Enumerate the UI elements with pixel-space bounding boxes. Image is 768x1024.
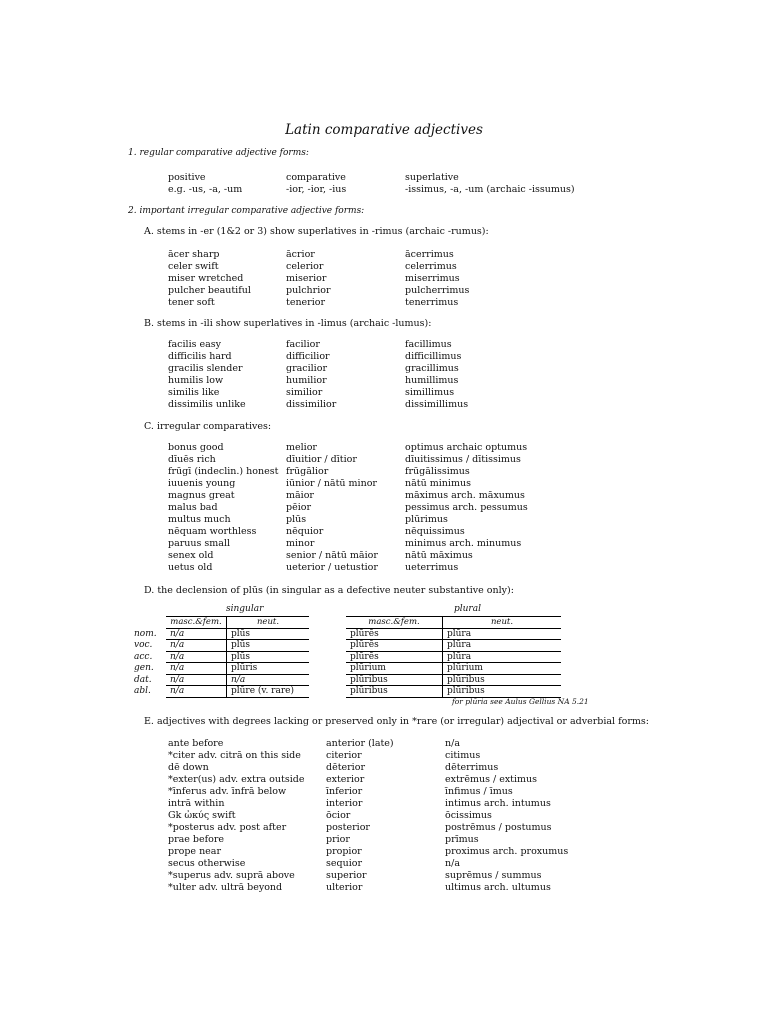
form-superlative: intimus arch. intumus — [445, 798, 551, 809]
form-positive: iuuenis young — [168, 478, 236, 489]
form-positive: ācer sharp — [168, 249, 220, 260]
form-comparative: gracilior — [286, 363, 327, 374]
form-comparative: dēterior — [326, 762, 365, 773]
form-positive: paruus small — [168, 538, 231, 549]
form-superlative: suprēmus / summus — [445, 870, 542, 881]
form-positive: Gk ὠκύς swift — [168, 810, 236, 821]
cell-masc-fem: plūrium — [346, 663, 443, 675]
form-superlative: dēterrimus — [445, 762, 499, 773]
form-comparative: nēquior — [286, 526, 324, 537]
form-positive: magnus great — [168, 490, 235, 501]
cell-masc-fem: n/a — [166, 628, 227, 640]
form-superlative: citimus — [445, 750, 481, 761]
form-comparative: pulchrior — [286, 285, 331, 296]
form-positive: dīuēs rich — [168, 454, 216, 465]
form-positive: ante before — [168, 738, 224, 749]
form-positive: *citer adv. citrā on this side — [168, 750, 301, 761]
form-superlative: īnfimus / īmus — [445, 786, 513, 797]
table-row — [346, 663, 561, 675]
cell-masc-fem: n/a — [166, 640, 227, 652]
form-comparative: interior — [326, 798, 363, 809]
form-comparative: citerior — [326, 750, 362, 761]
cell-masc-fem: plūrēs — [346, 640, 443, 652]
singular-caption: singular — [226, 604, 264, 614]
table-header-row — [346, 617, 561, 629]
form-comparative: pēior — [286, 502, 312, 513]
form-superlative: extrēmus / extimus — [445, 774, 538, 785]
subsection-c-heading: C. irregular comparatives: — [144, 421, 272, 432]
form-superlative: gracillimus — [405, 363, 459, 374]
form-comparative: īnferior — [326, 786, 363, 797]
form-positive: bonus good — [168, 442, 224, 453]
table-row — [134, 651, 309, 663]
empty-header-cell — [134, 617, 166, 629]
table-row — [134, 640, 309, 652]
form-comparative: tenerior — [286, 297, 326, 308]
cell-masc-fem: n/a — [166, 663, 227, 675]
form-superlative: nēquissimus — [405, 526, 465, 537]
cell-masc-fem: n/a — [166, 651, 227, 663]
cell-neuter: plūs — [227, 640, 310, 652]
table-row — [134, 686, 309, 698]
form-positive: intrā within — [168, 798, 225, 809]
case-label: dat. — [134, 674, 152, 685]
form-comparative: propior — [326, 846, 362, 857]
cell-neuter: plūra — [443, 651, 562, 663]
form-comparative: melior — [286, 442, 317, 453]
form-comparative: celerior — [286, 261, 324, 272]
cell-masc-fem: plūribus — [346, 674, 443, 686]
table-row — [134, 674, 309, 686]
form-positive: *superus adv. suprā above — [168, 870, 295, 881]
form-positive: e.g. -us, -a, -um — [168, 184, 243, 195]
form-superlative: n/a — [445, 858, 460, 869]
form-superlative: ultimus arch. ultumus — [445, 882, 551, 893]
cell-neuter: plūris — [227, 663, 310, 675]
form-positive: *exter(us) adv. extra outside — [168, 774, 305, 785]
form-superlative: nātū māximus — [405, 550, 473, 561]
table-row — [346, 651, 561, 663]
form-superlative: prīmus — [445, 834, 479, 845]
form-superlative: ācerrimus — [405, 249, 454, 260]
cell-neuter: n/a — [227, 674, 310, 686]
form-superlative: humillimus — [405, 375, 459, 386]
form-superlative: simillimus — [405, 387, 455, 398]
form-superlative: optimus archaic optumus — [405, 442, 528, 453]
case-label: nom. — [134, 628, 157, 639]
form-comparative: difficilior — [286, 351, 330, 362]
section-2-heading: 2. important irregular comparative adjective forms: — [128, 206, 365, 216]
form-comparative: māior — [286, 490, 314, 501]
form-positive: frūgī (indeclin.) honest — [168, 466, 279, 477]
cell-neuter: plūribus — [443, 686, 562, 698]
form-positive: senex old — [168, 550, 214, 561]
form-superlative: miserrimus — [405, 273, 460, 284]
table-row — [346, 686, 561, 698]
form-comparative: iūnior / nātū minor — [286, 478, 377, 489]
singular-declension-table — [134, 616, 309, 698]
form-comparative: ueterior / uetustior — [286, 562, 378, 573]
cell-neuter: plūs — [227, 628, 310, 640]
form-positive: miser wretched — [168, 273, 244, 284]
form-superlative: plūrimus — [405, 514, 448, 525]
section-1-heading: 1. regular comparative adjective forms: — [128, 148, 309, 158]
cell-masc-fem: n/a — [166, 686, 227, 698]
form-positive: celer swift — [168, 261, 219, 272]
form-superlative: celerrimus — [405, 261, 457, 272]
form-comparative: senior / nātū māior — [286, 550, 378, 561]
form-positive: *posterus adv. post after — [168, 822, 287, 833]
form-positive: nēquam worthless — [168, 526, 257, 537]
form-superlative: minimus arch. minumus — [405, 538, 522, 549]
cell-neuter: plūs — [227, 651, 310, 663]
form-comparative: posterior — [326, 822, 370, 833]
form-superlative: frūgālissimus — [405, 466, 470, 477]
form-superlative: pulcherrimus — [405, 285, 470, 296]
cell-masc-fem: n/a — [166, 674, 227, 686]
form-comparative: exterior — [326, 774, 365, 785]
cell-neuter: plūribus — [443, 674, 562, 686]
form-comparative: anterior (late) — [326, 738, 394, 749]
form-positive: multus much — [168, 514, 231, 525]
subsection-d-heading: D. the declension of plūs (in singular as a defective neuter substantive only): — [144, 585, 514, 596]
form-comparative: facilior — [286, 339, 320, 350]
table-row — [346, 628, 561, 640]
form-positive: similis like — [168, 387, 220, 398]
form-comparative: ulterior — [326, 882, 363, 893]
form-positive: *īnferus adv. īnfrā below — [168, 786, 287, 797]
form-superlative: māximus arch. māxumus — [405, 490, 525, 501]
cell-masc-fem: plūribus — [346, 686, 443, 698]
form-superlative: facillimus — [405, 339, 452, 350]
form-comparative: miserior — [286, 273, 327, 284]
form-positive: facilis easy — [168, 339, 222, 350]
form-positive: prope near — [168, 846, 222, 857]
form-comparative: ācrior — [286, 249, 315, 260]
form-comparative: superior — [326, 870, 367, 881]
page-title: Latin comparative adjectives — [285, 122, 483, 138]
table-header-row — [134, 617, 309, 629]
form-comparative: comparative — [286, 172, 346, 183]
cell-masc-fem: plūrēs — [346, 628, 443, 640]
header-masc-fem: masc.&fem. — [166, 617, 227, 629]
form-comparative: dīuitior / dītior — [286, 454, 357, 465]
form-positive: dē down — [168, 762, 209, 773]
form-superlative: nātū minimus — [405, 478, 471, 489]
form-superlative: tenerrimus — [405, 297, 459, 308]
form-positive: difficilis hard — [168, 351, 232, 362]
form-superlative: n/a — [445, 738, 460, 749]
form-comparative: humilior — [286, 375, 327, 386]
case-label: acc. — [134, 651, 153, 662]
form-positive: prae before — [168, 834, 225, 845]
form-comparative: dissimilior — [286, 399, 337, 410]
form-positive: gracilis slender — [168, 363, 243, 374]
cell-neuter: plūra — [443, 640, 562, 652]
form-superlative: superlative — [405, 172, 459, 183]
plural-declension-table — [346, 616, 561, 698]
form-positive: *ulter adv. ultrā beyond — [168, 882, 283, 893]
form-comparative: sequior — [326, 858, 362, 869]
table-row — [134, 628, 309, 640]
form-positive: dissimilis unlike — [168, 399, 246, 410]
form-positive: malus bad — [168, 502, 218, 513]
case-label: abl. — [134, 686, 151, 696]
subsection-a-heading: A. stems in -er (1&2 or 3) show superlatives in -rimus (archaic -rumus): — [144, 226, 489, 237]
form-positive: secus otherwise — [168, 858, 246, 869]
cell-neuter: plūra — [443, 628, 562, 640]
form-superlative: proximus arch. proxumus — [445, 846, 569, 857]
form-comparative: frūgālior — [286, 466, 329, 477]
plural-caption: plural — [454, 604, 481, 614]
subsection-e-heading: E. adjectives with degrees lacking or preserved only in *rare (or irregular) adjectival or adverbial forms: — [144, 716, 649, 727]
form-positive: humilis low — [168, 375, 224, 386]
header-neuter: neut. — [443, 617, 562, 629]
cell-masc-fem: plūrēs — [346, 651, 443, 663]
table-row — [346, 674, 561, 686]
form-comparative: similior — [286, 387, 323, 398]
form-superlative: ueterrimus — [405, 562, 459, 573]
cell-neuter: plūre (v. rare) — [227, 686, 310, 698]
form-comparative: minor — [286, 538, 315, 549]
form-comparative: plūs — [286, 514, 307, 525]
form-positive: pulcher beautiful — [168, 285, 251, 296]
form-superlative: pessimus arch. pessumus — [405, 502, 528, 513]
form-superlative: ōcissimus — [445, 810, 492, 821]
form-superlative: postrēmus / postumus — [445, 822, 552, 833]
form-superlative: dissimillimus — [405, 399, 469, 410]
form-comparative: prior — [326, 834, 350, 845]
cell-neuter: plūrium — [443, 663, 562, 675]
form-superlative: difficillimus — [405, 351, 462, 362]
form-positive: uetus old — [168, 562, 213, 573]
subsection-b-heading: B. stems in -ili show superlatives in -limus (archaic -lumus): — [144, 318, 432, 329]
header-masc-fem: masc.&fem. — [346, 617, 443, 629]
case-label: voc. — [134, 640, 153, 650]
header-neuter: neut. — [227, 617, 310, 629]
table-row — [134, 663, 309, 675]
form-positive: positive — [168, 172, 206, 183]
case-label: gen. — [134, 663, 154, 673]
form-superlative: dīuitissimus / dītissimus — [405, 454, 521, 465]
gellius-note: for plūria see Aulus Gellius NA 5.21 — [452, 697, 589, 706]
table-row — [346, 640, 561, 652]
form-comparative: ōcior — [326, 810, 351, 821]
form-comparative: -ior, -ior, -ius — [286, 184, 347, 195]
form-superlative: -issimus, -a, -um (archaic -issumus) — [405, 184, 575, 195]
form-positive: tener soft — [168, 297, 215, 308]
